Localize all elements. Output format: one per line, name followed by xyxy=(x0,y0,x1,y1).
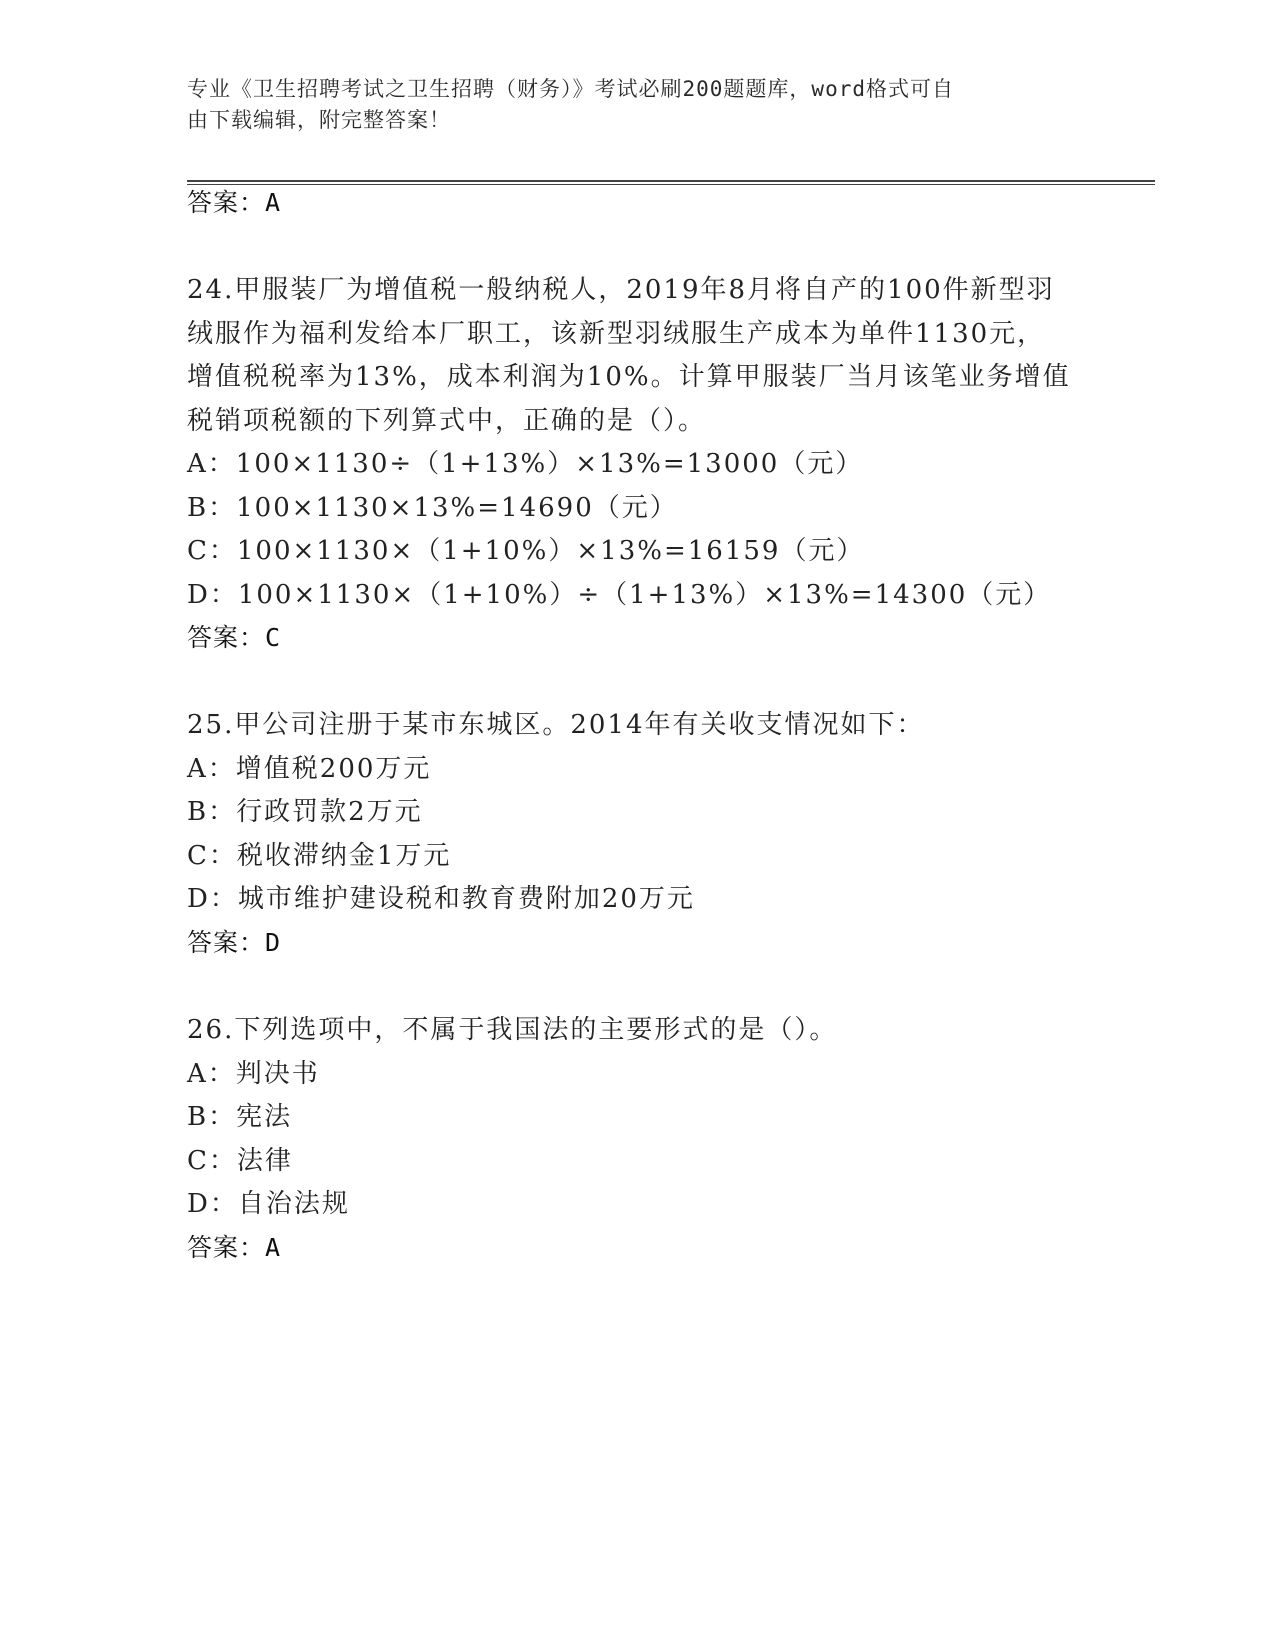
option-a: A：判决书 xyxy=(187,1059,320,1089)
question-stem-line: 26.下列选项中，不属于我国法的主要形式的是（）。 xyxy=(187,1015,838,1045)
question-stem-line: 24.甲服装厂为增值税一般纳税人，2019年8月将自产的100件新型羽 xyxy=(187,275,1055,305)
option-d: D：自治法规 xyxy=(187,1189,350,1219)
document-header xyxy=(187,74,1067,136)
option-c: C：100×1130×（1+10%）×13%=16159（元） xyxy=(187,536,865,566)
option-b: B：行政罚款2万元 xyxy=(187,797,423,827)
option-a: A：增值税200万元 xyxy=(187,754,432,784)
answer-line: 答案：D xyxy=(187,928,282,957)
option-c: C：法律 xyxy=(187,1146,293,1176)
header-divider-thin xyxy=(187,184,1155,185)
answer-line: 答案：A xyxy=(187,1233,282,1262)
header-divider-thick xyxy=(187,180,1155,182)
question-stem-line: 税销项税额的下列算式中，正确的是（）。 xyxy=(187,406,707,436)
answer-line: 答案：C xyxy=(187,623,282,652)
previous-answer: 答案：A xyxy=(187,188,282,217)
question-stem-line: 25.甲公司注册于某市东城区。2014年有关收支情况如下： xyxy=(187,710,925,740)
header-line-1: 专业《卫生招聘考试之卫生招聘（财务）》考试必刷200题题库，word格式可自 xyxy=(187,77,954,101)
option-b: B：宪法 xyxy=(187,1102,293,1132)
option-b: B：100×1130×13%=14690（元） xyxy=(187,493,678,523)
option-a: A：100×1130÷（1+13%）×13%=13000（元） xyxy=(187,449,864,479)
option-c: C：税收滞纳金1万元 xyxy=(187,841,452,871)
option-d: D：100×1130×（1+10%）÷（1+13%）×13%=14300（元） xyxy=(187,580,1052,610)
header-line-2: 由下载编辑，附完整答案！ xyxy=(187,108,451,132)
option-d: D：城市维护建设税和教育费附加20万元 xyxy=(187,884,695,914)
question-stem-line: 绒服作为福利发给本厂职工，该新型羽绒服生产成本为单件1130元， xyxy=(187,319,1046,349)
question-stem-line: 增值税税率为13%，成本利润为10%。计算甲服装厂当月该笔业务增值 xyxy=(187,362,1071,392)
